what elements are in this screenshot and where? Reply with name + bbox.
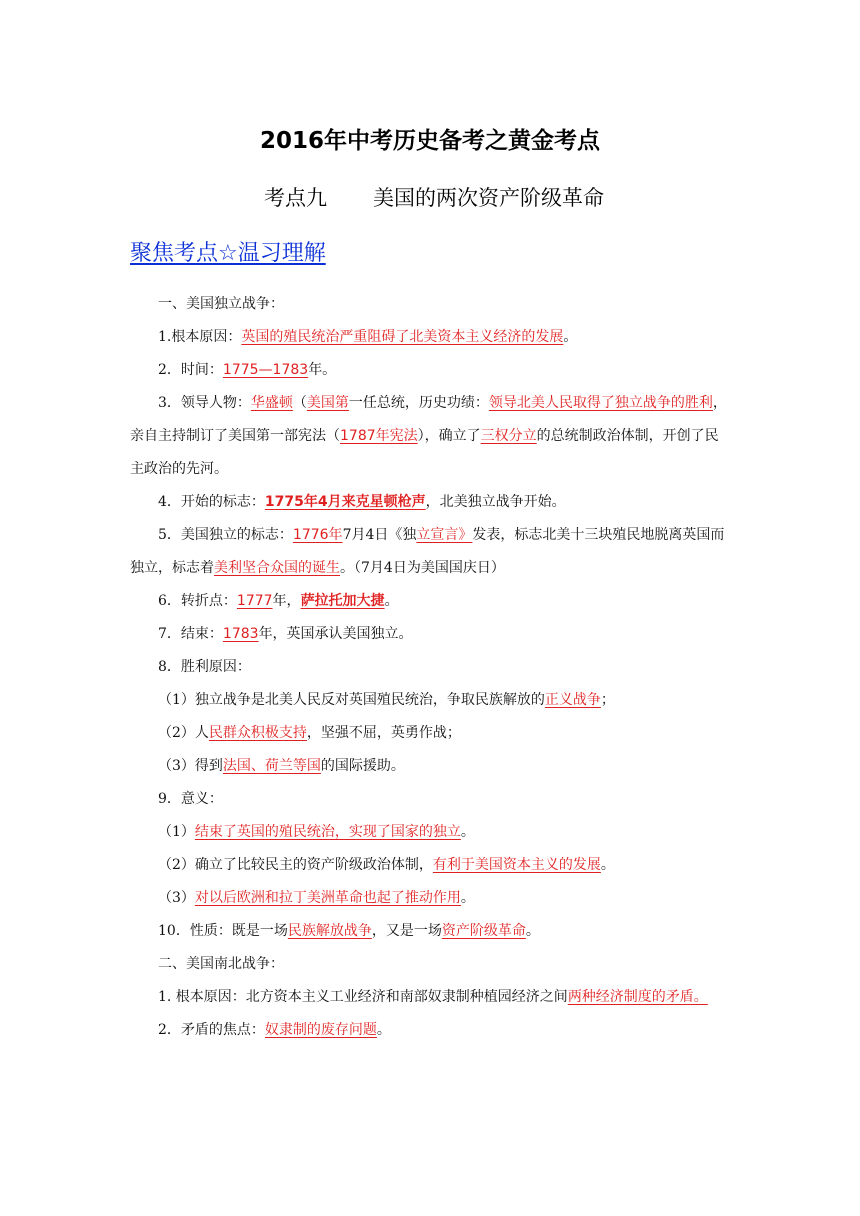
- significance-1: （1）结束了英国的殖民统治，实现了国家的独立。: [158, 824, 475, 840]
- item-turning-point: 6．转折点：1777年，萨拉托加大捷。: [158, 593, 399, 609]
- reason-1: （1）独立战争是北美人民反对英国殖民统治，争取民族解放的正义战争；: [158, 692, 615, 708]
- significance-2: （2）确立了比较民主的资产阶级政治体制，有利于美国资本主义的发展。: [158, 857, 615, 873]
- document-body: [130, 288, 730, 1047]
- item-time: 2．时间：1775—1783年。: [158, 362, 337, 378]
- significance-3: （3）对以后欧洲和拉丁美洲革命也起了推动作用。: [158, 890, 475, 906]
- item-leader: 3．领导人物：华盛顿（美国第一任总统，历史功绩：领导北美人民取得了独立战争的胜利，亲自主持制订了美国第一部宪法（1787年宪法），确立了三权分立的总统制政治体制，开创了民主政治的先河。: [130, 395, 727, 477]
- item-victory-reasons: 8．胜利原因：: [158, 659, 251, 675]
- reason-3: （3）得到法国、荷兰等国的国际援助。: [158, 758, 405, 774]
- subtitle-topic: 美国的两次资产阶级革命: [373, 186, 604, 210]
- section-heading: 聚焦考点☆温习理解: [130, 241, 326, 266]
- heading-part-two: 二、美国南北战争：: [158, 956, 284, 972]
- item-civil-war-cause: 1. 根本原因：北方资本主义工业经济和南部奴隶制种植园经济之间两种经济制度的矛盾。: [158, 989, 708, 1005]
- item-conflict-focus: 2．矛盾的焦点：奴隶制的废存问题。: [158, 1022, 391, 1038]
- document-title: 2016年中考历史备考之黄金考点: [259, 128, 600, 154]
- item-nature: 10．性质：既是一场民族解放战争，又是一场资产阶级革命。: [158, 923, 540, 939]
- item-start: 4．开始的标志：1775年4月来克星顿枪声，北美独立战争开始。: [158, 494, 566, 510]
- item-root-cause: 1.根本原因：英国的殖民统治严重阻碍了北美资本主义经济的发展。: [158, 329, 578, 345]
- document-subtitle: [264, 182, 604, 212]
- subtitle-point: 考点九: [264, 186, 327, 210]
- item-end: 7．结束：1783年，英国承认美国独立。: [158, 626, 413, 642]
- heading-part-one: 一、美国独立战争：: [158, 296, 284, 312]
- reason-2: （2）人民群众积极支持，坚强不屈，英勇作战；: [158, 725, 461, 741]
- item-independence: 5．美国独立的标志：1776年7月4日《独立宣言》发表，标志北美十三块殖民地脱离英国而独立，标志着美利坚合众国的诞生。（7月4日为美国国庆日）: [130, 527, 725, 576]
- item-significance: 9．意义：: [158, 791, 223, 807]
